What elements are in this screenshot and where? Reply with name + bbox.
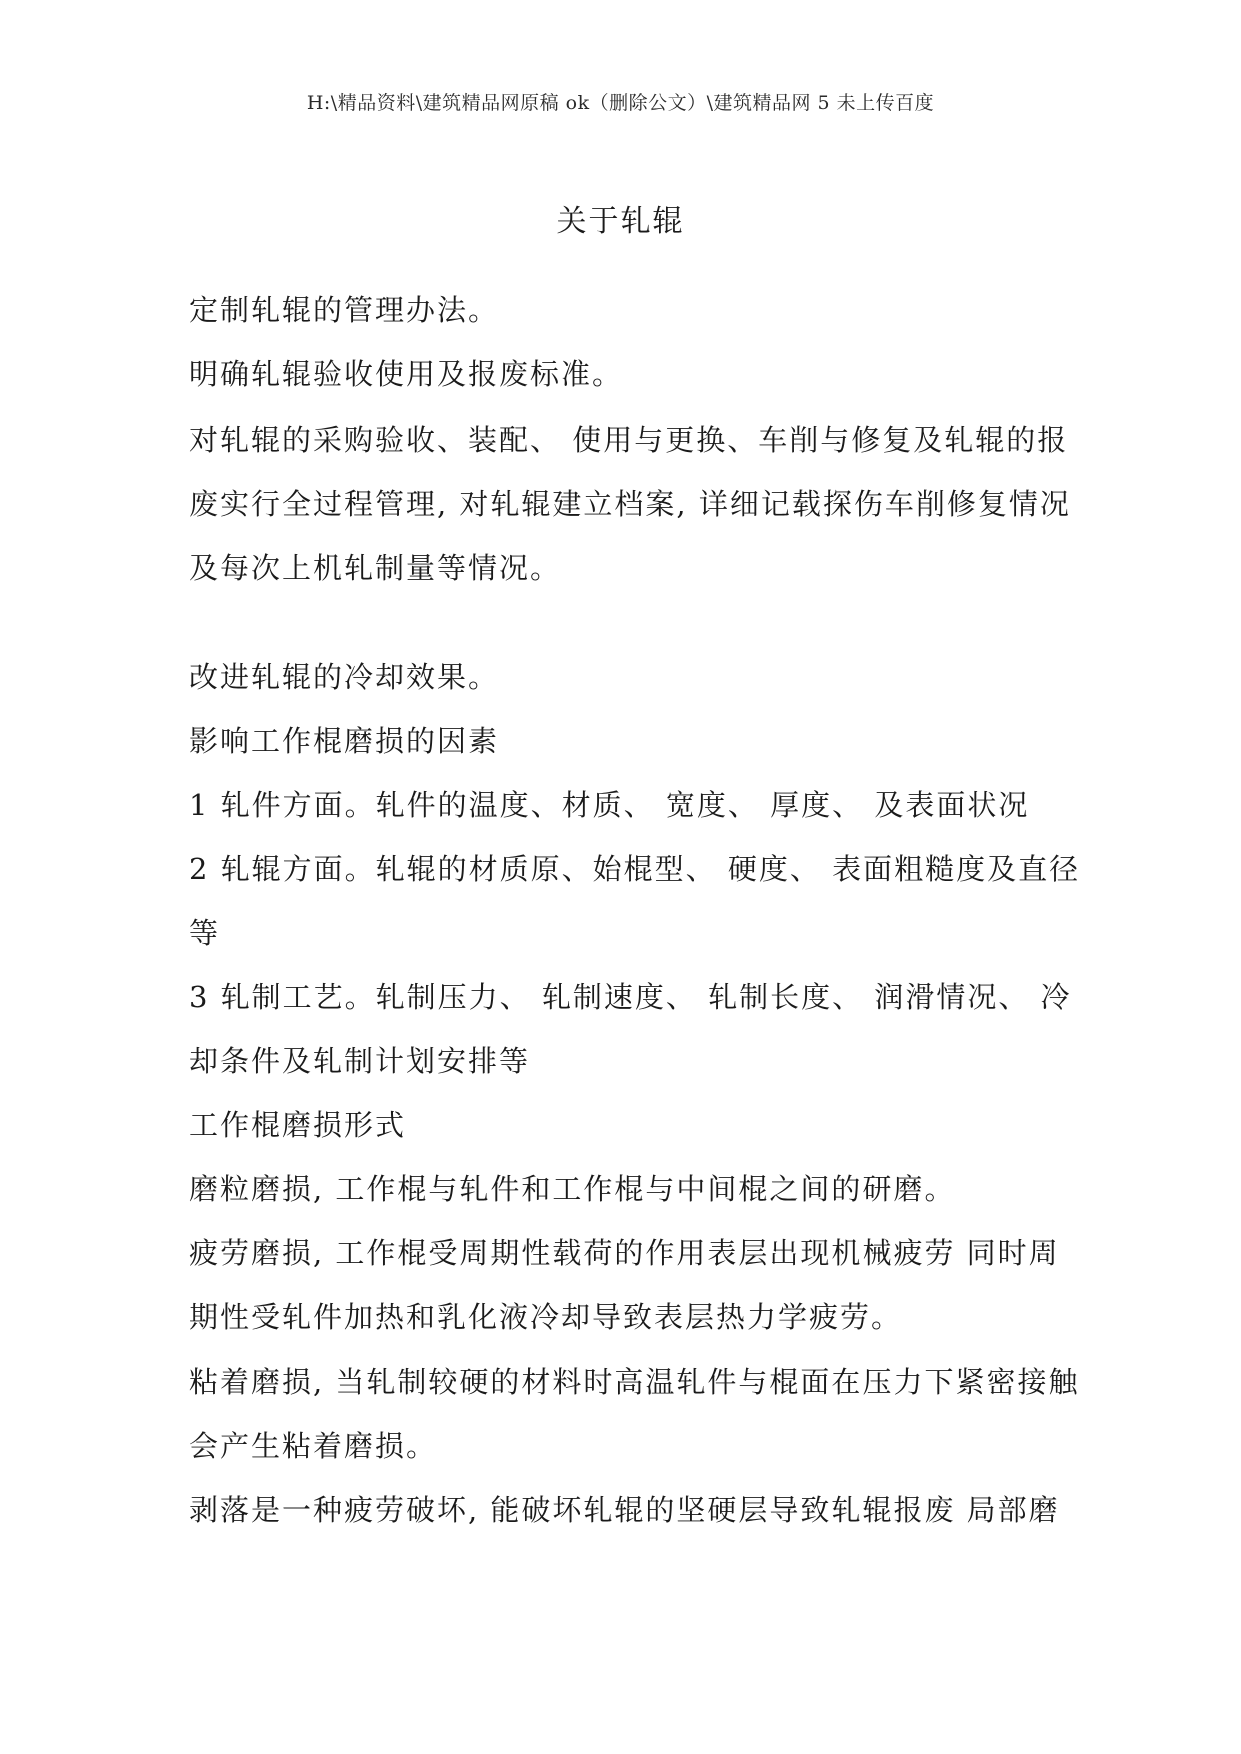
paragraph-line: 工作棍磨损形式 [189, 1108, 407, 1142]
paragraph-line: 等 [189, 916, 221, 950]
paragraph-line: 粘着磨损, 当轧制较硬的材料时高温轧件与棍面在压力下紧密接触 [189, 1365, 1080, 1399]
paragraph-line: 疲劳磨损, 工作棍受周期性载荷的作用表层出现机械疲劳 同时周 [189, 1236, 1060, 1270]
paragraph-line: 影响工作棍磨损的因素 [189, 724, 500, 758]
paragraph-line: 2 轧辊方面。轧辊的材质原、始棍型、 硬度、 表面粗糙度及直径 [189, 852, 1081, 886]
paragraph-line: 3 轧制工艺。轧制压力、 轧制速度、 轧制长度、 润滑情况、 冷 [189, 980, 1072, 1014]
paragraph-line: 明确轧辊验收使用及报废标准。 [189, 357, 624, 391]
paragraph-line: 却条件及轧制计划安排等 [189, 1044, 531, 1078]
paragraph-line: 及每次上机轧制量等情况。 [189, 551, 562, 585]
document-title: 关于轧辊 [556, 204, 685, 239]
file-path-header: H:\精品资料\建筑精品网原稿 ok（删除公文）\建筑精品网 5 未上传百度 [306, 92, 935, 114]
paragraph-line: 会产生粘着磨损。 [189, 1429, 438, 1463]
paragraph-line: 磨粒磨损, 工作棍与轧件和工作棍与中间棍之间的研磨。 [189, 1172, 956, 1206]
paragraph-line: 对轧辊的采购验收、装配、 使用与更换、车削与修复及轧辊的报 [189, 423, 1069, 457]
paragraph-line: 定制轧辊的管理办法。 [189, 293, 500, 327]
paragraph-line: 改进轧辊的冷却效果。 [189, 660, 500, 694]
paragraph-line: 废实行全过程管理, 对轧辊建立档案, 详细记载探伤车削修复情况 [189, 487, 1071, 521]
paragraph-line: 期性受轧件加热和乳化液冷却导致表层热力学疲劳。 [189, 1300, 903, 1334]
paragraph-line: 剥落是一种疲劳破坏, 能破坏轧辊的坚硬层导致轧辊报废 局部磨 [189, 1493, 1060, 1527]
paragraph-line: 1 轧件方面。轧件的温度、材质、 宽度、 厚度、 及表面状况 [189, 788, 1030, 822]
